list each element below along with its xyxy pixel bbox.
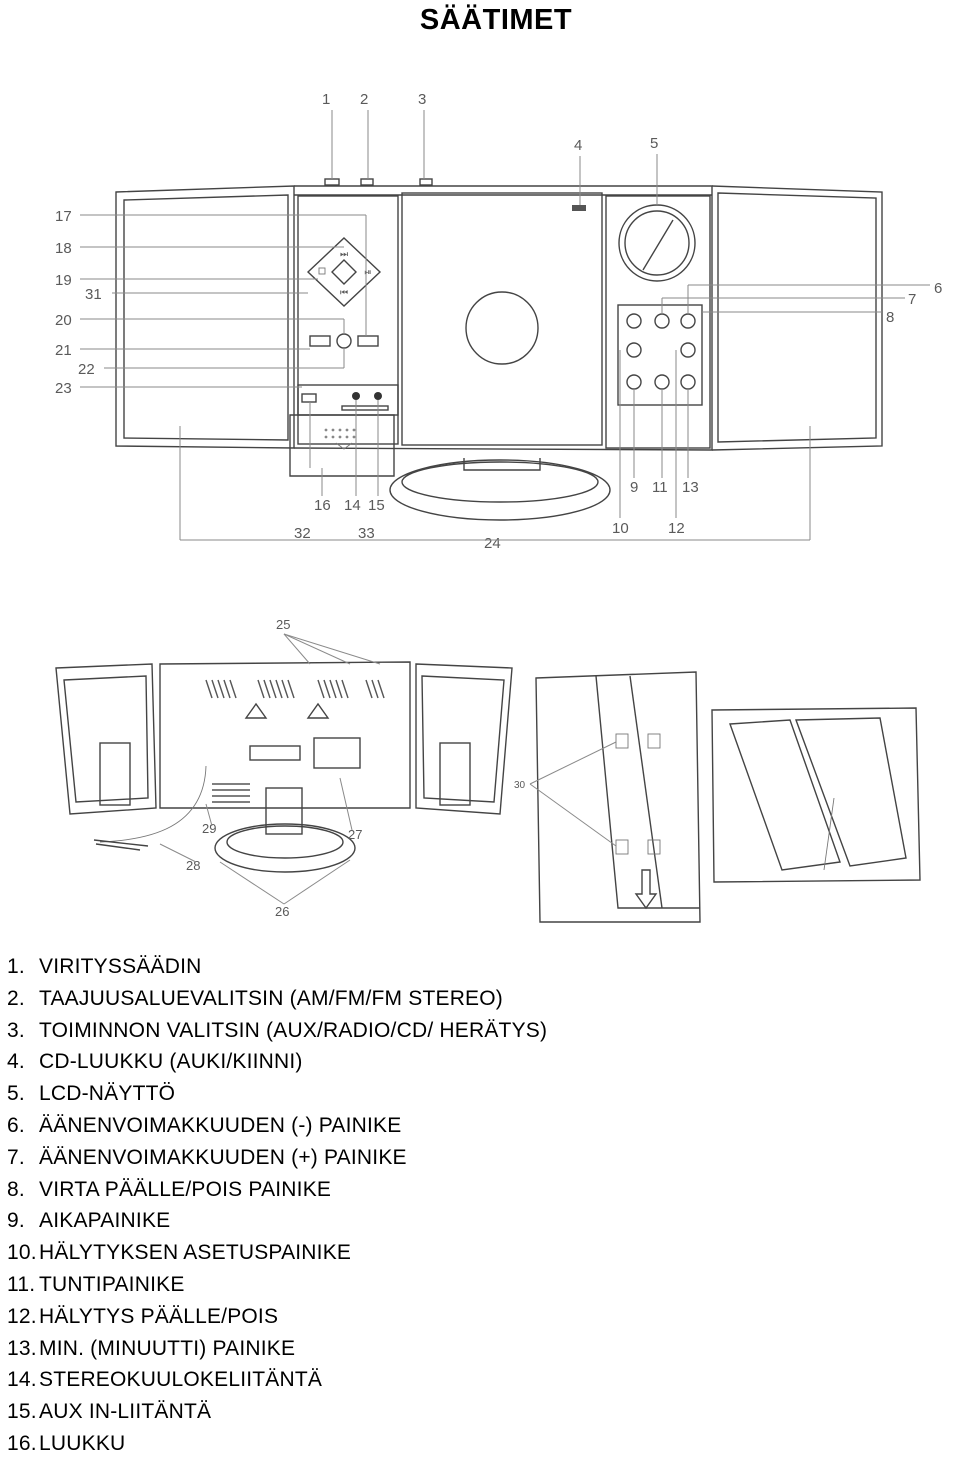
callout-18: 18 bbox=[55, 240, 72, 257]
callout-24: 24 bbox=[484, 535, 501, 552]
callout-28: 28 bbox=[186, 858, 201, 873]
svg-text:⏮: ⏮ bbox=[339, 287, 349, 297]
list-item: 1. VIRITYSSÄÄDIN bbox=[7, 955, 202, 978]
list-item: 3. TOIMINNON VALITSIN (AUX/RADIO/CD/ HERÄTYS) bbox=[7, 1018, 548, 1042]
list-item: 11. TUNTIPAINIKE bbox=[7, 1272, 185, 1296]
callout-5: 5 bbox=[650, 135, 659, 152]
callout-8: 8 bbox=[886, 309, 895, 326]
list-item: 12. HÄLYTYS PÄÄLLE/POIS bbox=[7, 1304, 279, 1328]
callout-1: 1 bbox=[322, 91, 331, 108]
callout-15: 15 bbox=[368, 497, 385, 514]
callout-17: 17 bbox=[55, 208, 72, 225]
callout-19: 19 bbox=[55, 272, 72, 289]
callout-32: 32 bbox=[294, 525, 311, 542]
svg-text:⏭: ⏭ bbox=[339, 249, 349, 259]
list-item: 4. CD-LUUKKU (AUKI/KIINNI) bbox=[7, 1050, 303, 1074]
callout-26: 26 bbox=[275, 904, 290, 919]
page-title: SÄÄTIMET bbox=[419, 4, 573, 36]
list-item: 14. STEREOKUULOKELIITÄNTÄ bbox=[7, 1368, 323, 1392]
svg-text:⏯: ⏯ bbox=[364, 267, 372, 277]
callout-16: 16 bbox=[314, 497, 331, 514]
callout-7: 7 bbox=[908, 291, 917, 308]
list-item: 13. MIN. (MINUUTTI) PAINIKE bbox=[7, 1336, 296, 1360]
callout-30: 30 bbox=[514, 780, 526, 791]
callout-29: 29 bbox=[202, 821, 217, 836]
callout-21: 21 bbox=[55, 342, 72, 359]
list-item: 8. VIRTA PÄÄLLE/POIS PAINIKE bbox=[7, 1177, 332, 1201]
callout-20: 20 bbox=[55, 312, 72, 329]
list-item: 10. HÄLYTYKSEN ASETUSPAINIKE bbox=[7, 1241, 352, 1265]
callout-13: 13 bbox=[682, 479, 699, 496]
callout-25: 25 bbox=[276, 617, 291, 632]
front-view-diagram bbox=[0, 60, 960, 620]
callout-9: 9 bbox=[630, 479, 639, 496]
callout-3: 3 bbox=[418, 91, 427, 108]
callout-10: 10 bbox=[612, 520, 629, 537]
list-item: 9. AIKAPAINIKE bbox=[7, 1209, 171, 1233]
callout-14: 14 bbox=[344, 497, 361, 514]
callout-6: 6 bbox=[934, 280, 943, 297]
rear-view-diagram bbox=[0, 608, 960, 938]
callout-23: 23 bbox=[55, 380, 72, 397]
callout-2: 2 bbox=[360, 91, 369, 108]
list-item: 6. ÄÄNENVOIMAKKUUDEN (-) PAINIKE bbox=[7, 1113, 402, 1137]
list-item: 5. LCD-NÄYTTÖ bbox=[7, 1082, 176, 1106]
callout-4: 4 bbox=[574, 137, 583, 154]
callout-27: 27 bbox=[348, 827, 363, 842]
parts-list bbox=[7, 951, 547, 1460]
callout-12: 12 bbox=[668, 520, 685, 537]
callout-31: 31 bbox=[85, 286, 102, 303]
list-item: 2. TAAJUUSALUEVALITSIN (AM/FM/FM STEREO) bbox=[7, 986, 503, 1010]
list-item: 7. ÄÄNENVOIMAKKUUDEN (+) PAINIKE bbox=[7, 1145, 407, 1169]
callout-22: 22 bbox=[78, 361, 95, 378]
list-item: 16. LUUKKU bbox=[7, 1431, 126, 1455]
list-item: 15. AUX IN-LIITÄNTÄ bbox=[7, 1400, 212, 1424]
callout-33: 33 bbox=[358, 525, 375, 542]
callout-11: 11 bbox=[652, 479, 668, 496]
